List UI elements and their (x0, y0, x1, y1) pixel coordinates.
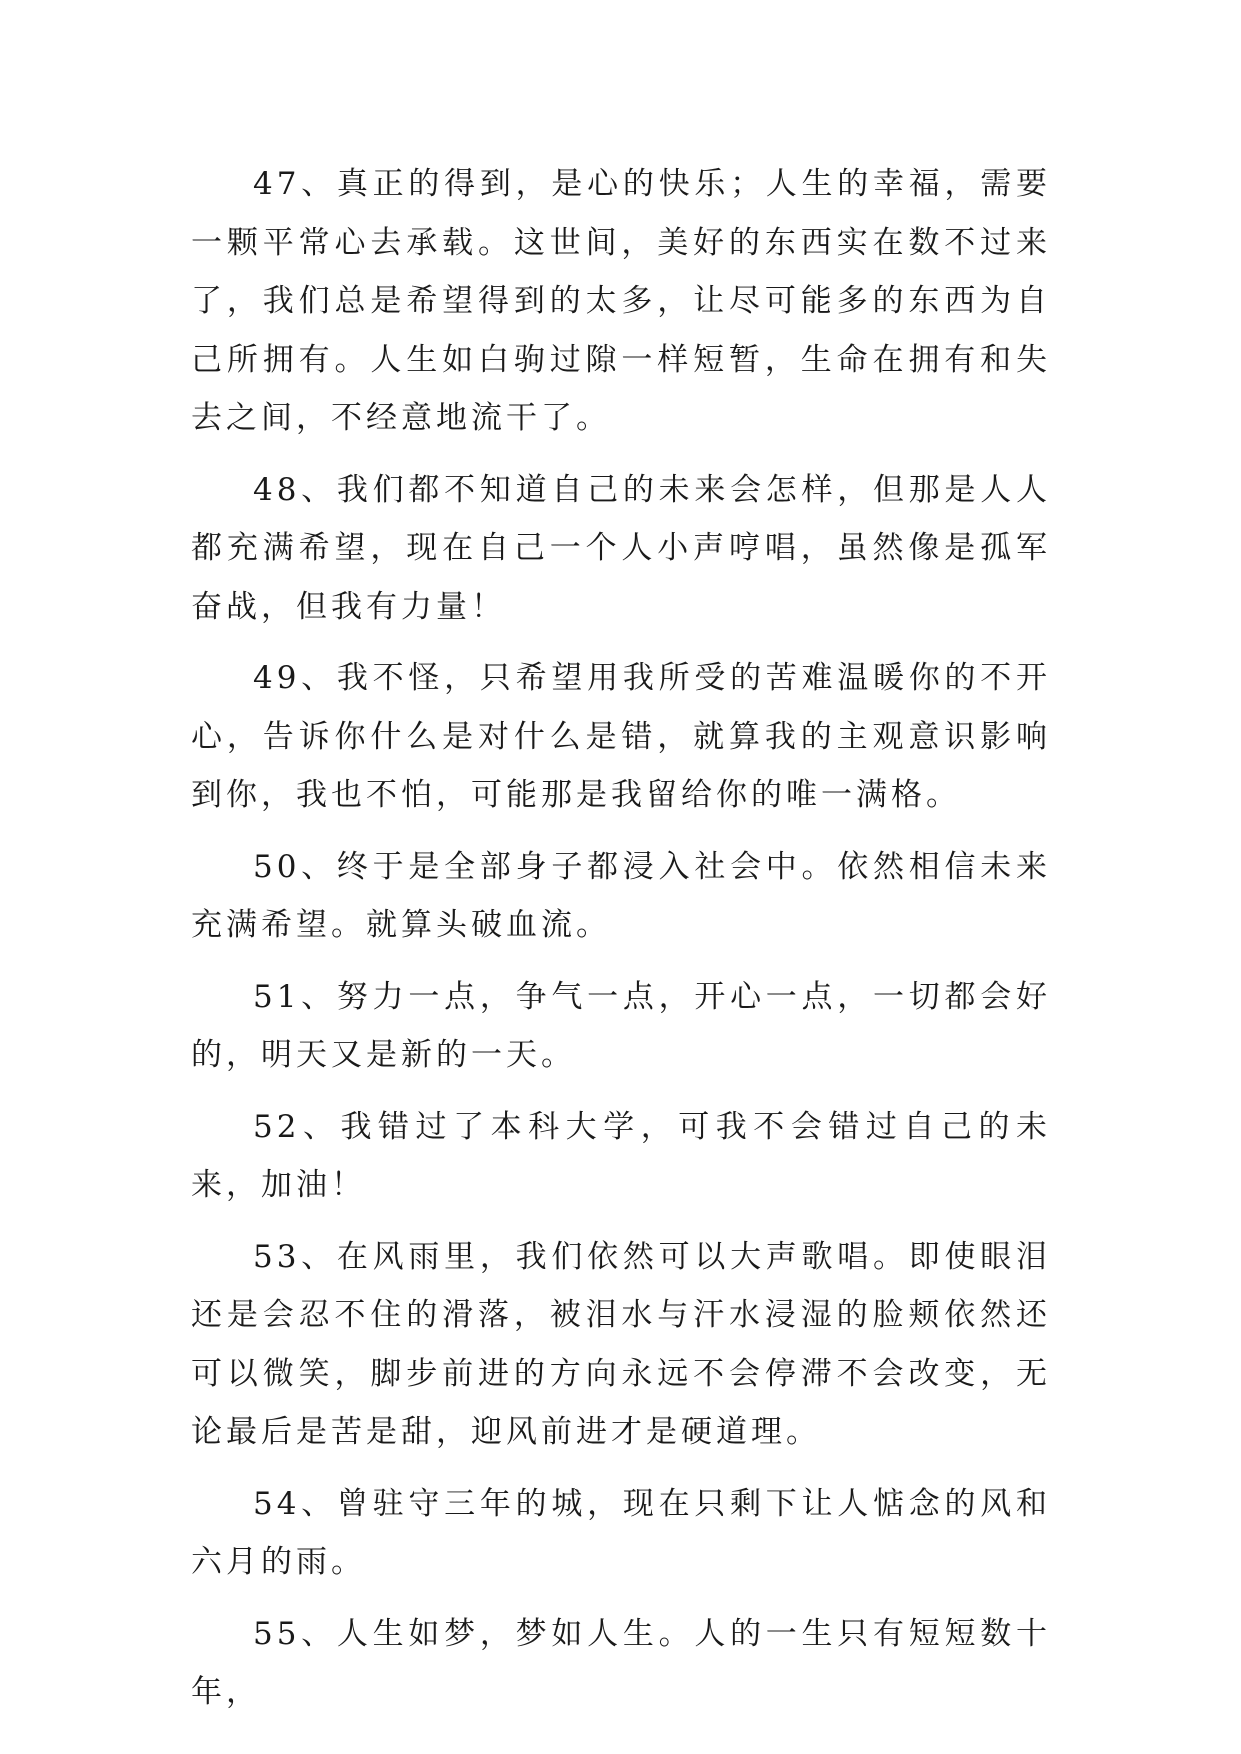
paragraph-55: 55、人生如梦，梦如人生。人的一生只有短短数十年， (191, 1615, 1051, 1710)
paragraph-52: 52、我错过了本科大学，可我不会错过自己的未来，加油！ (191, 1108, 1051, 1203)
paragraph-50: 50、终于是全部身子都浸入社会中。依然相信未来充满希望。就算头破血流。 (191, 848, 1051, 943)
paragraph-51: 51、努力一点，争气一点，开心一点，一切都会好的，明天又是新的一天。 (191, 978, 1051, 1073)
paragraph-49: 49、我不怪，只希望用我所受的苦难温暖你的不开心，告诉你什么是对什么是错，就算我的主观意识影响到你，我也不怕，可能那是我留给你的唯一满格。 (191, 660, 1051, 813)
paragraph-54: 54、曾驻守三年的城，现在只剩下让人惦念的风和六月的雨。 (191, 1485, 1051, 1580)
document-body (191, 155, 1051, 1722)
paragraph-47: 47、真正的得到，是心的快乐；人生的幸福，需要一颗平常心去承载。这世间，美好的东西实在数不过来了，我们总是希望得到的太多，让尽可能多的东西为自己所拥有。人生如白驹过隙一样短暂，生命在拥有和失去之间，不经意地流干了。 (191, 166, 1051, 436)
paragraph-48: 48、我们都不知道自己的未来会怎样，但那是人人都充满希望，现在自己一个人小声哼唱，虽然像是孤军奋战，但我有力量！ (191, 471, 1051, 625)
paragraph-53: 53、在风雨里，我们依然可以大声歌唱。即使眼泪还是会忍不住的滑落，被泪水与汗水浸湿的脸颊依然还可以微笑，脚步前进的方向永远不会停滞不会改变，无论最后是苦是甜，迎风前进才是硬道理。 (191, 1238, 1051, 1450)
